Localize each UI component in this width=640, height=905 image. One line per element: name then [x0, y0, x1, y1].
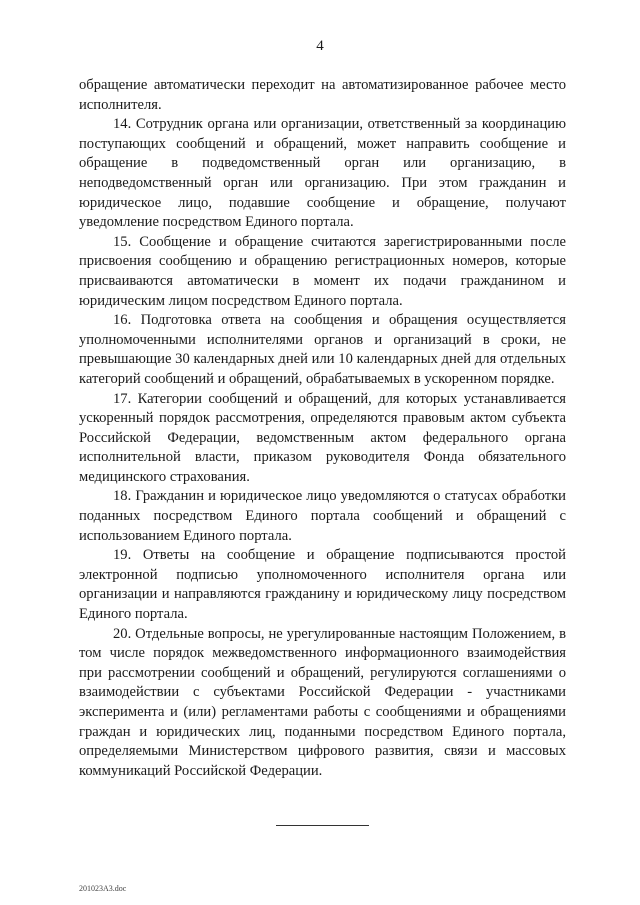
page-number: 4	[316, 38, 324, 54]
paragraph-18: 18. Гражданин и юридическое лицо уведомляются о статусах обработки поданных посредством Единого портала сообщений и обращений с использованием Единого портала.	[79, 488, 566, 544]
paragraph-14: 14. Сотрудник органа или организации, ответственный за координацию поступающих сообщений и обращений, может направить сообщение и обращение в подведомственный орган или организацию, в неподведомственный орган или организацию. При этом гражданин и юридическое лицо, подавшие сообщение и обращение, получают уведомление посредством Единого портала.	[79, 116, 566, 231]
footer-file-code: 201023А3.doc	[79, 884, 127, 893]
paragraph-17: 17. Категории сообщений и обращений, для которых устанавливается ускоренный порядок рассмотрения, определяются правовым актом субъекта Российской Федерации, ведомственным актом федерального органа исполнительной власти, приказом руководителя Фонда обязательного медицинского страхования.	[79, 390, 566, 485]
document-body	[79, 76, 566, 781]
end-divider-line	[276, 825, 369, 826]
paragraph-15: 15. Сообщение и обращение считаются зарегистрированными после присвоения сообщению и обращению регистрационных номеров, которые присваиваются автоматически в момент их подачи гражданином и юридическим лицом посредством Единого портала.	[79, 233, 566, 309]
paragraph-continuation: обращение автоматически переходит на автоматизированное рабочее место исполнителя.	[79, 77, 566, 113]
paragraph-20: 20. Отдельные вопросы, не урегулированные настоящим Положением, в том числе порядок межведомственного информационного взаимодействия при рассмотрении сообщений и обращений, регулируются соглашениями о взаимодействии с субъектами Российской Федерации - участниками эксперимента и (или) регламентами работы с сообщениями и обращениями граждан и юридических лиц, поданными посредством Единого портала, определяемыми Министерством цифрового развития, связи и массовых коммуникаций Российской Федерации.	[79, 625, 566, 779]
paragraph-16: 16. Подготовка ответа на сообщения и обращения осуществляется уполномоченными исполнителями органов и организаций в сроки, не превышающие 30 календарных дней или 10 календарных дней для отдельных категорий сообщений и обращений, обрабатываемых в ускоренном порядке.	[79, 312, 566, 387]
paragraph-19: 19. Ответы на сообщение и обращение подписываются простой электронной подписью уполномоченного исполнителя органа или организации и направляются гражданину и юридическому лицу посредством Единого портала.	[79, 547, 566, 623]
